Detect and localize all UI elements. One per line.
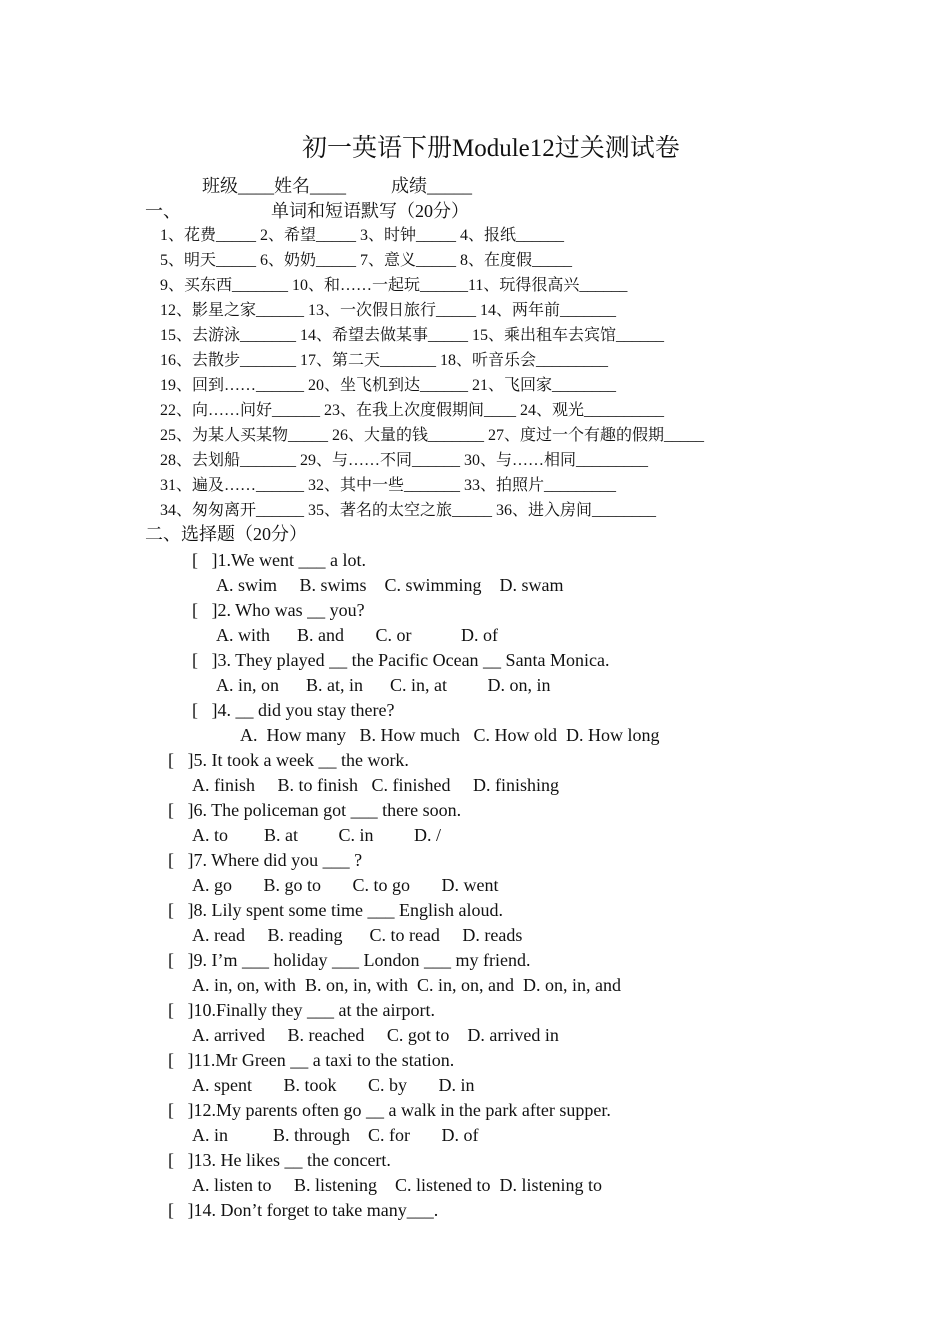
question-stem: [ ]13. He likes __ the concert. bbox=[168, 1150, 391, 1170]
question-stem: [ ]9. I’m ___ holiday ___ London ___ my friend. bbox=[168, 950, 531, 970]
student-info-line: 班级____姓名____ 成绩_____ bbox=[202, 176, 472, 196]
vocab-line: 15、去游泳_______ 14、希望去做某事_____ 15、乘出租车去宾馆______ bbox=[160, 327, 665, 344]
question-stem: [ ]1.We went ___ a lot. bbox=[192, 550, 367, 570]
question-options: A. listen to B. listening C. listened to D. listening to bbox=[192, 1175, 602, 1195]
vocab-line: 16、去散步_______ 17、第二天_______ 18、听音乐会_________ bbox=[160, 352, 609, 369]
vocab-line: 25、为某人买某物_____ 26、大量的钱_______ 27、度过一个有趣的假期_____ bbox=[160, 427, 705, 444]
question-stem: [ ]7. Where did you ___ ? bbox=[168, 850, 363, 870]
question-stem: [ ]14. Don’t forget to take many___. bbox=[168, 1200, 439, 1220]
question-options: A. read B. reading C. to read D. reads bbox=[192, 925, 523, 945]
question-options: A. in B. through C. for D. of bbox=[192, 1125, 479, 1145]
vocab-line: 22、向……问好______ 23、在我上次度假期间____ 24、观光__________ bbox=[160, 402, 665, 419]
question-options: A. to B. at C. in D. / bbox=[192, 825, 442, 845]
question-options: A. arrived B. reached C. got to D. arrived in bbox=[192, 1025, 559, 1045]
question-options: A. swim B. swims C. swimming D. swam bbox=[216, 575, 564, 595]
question-stem: [ ]6. The policeman got ___ there soon. bbox=[168, 800, 462, 820]
question-stem: [ ]8. Lily spent some time ___ English aloud. bbox=[168, 900, 503, 920]
question-stem: [ ]12.My parents often go __ a walk in the park after supper. bbox=[168, 1100, 611, 1120]
question-options: A. in, on, with B. on, in, with C. in, on, and D. on, in, and bbox=[192, 975, 621, 995]
vocab-line: 9、买东西_______ 10、和……一起玩______11、玩得很高兴______ bbox=[160, 277, 628, 294]
question-stem: [ ]5. It took a week __ the work. bbox=[168, 750, 409, 770]
question-options: A. How many B. How much C. How old D. How long bbox=[240, 725, 660, 745]
question-stem: [ ]2. Who was __ you? bbox=[192, 600, 365, 620]
question-stem: [ ]4. __ did you stay there? bbox=[192, 700, 395, 720]
section-2-heading: 二、选择题（20分） bbox=[145, 524, 307, 544]
vocab-line: 28、去划船_______ 29、与……不同______ 30、与……相同_________ bbox=[160, 452, 649, 469]
section-1-heading: 一、 单词和短语默写（20分） bbox=[145, 201, 469, 221]
question-options: A. with B. and C. or D. of bbox=[216, 625, 498, 645]
question-stem: [ ]11.Mr Green __ a taxi to the station. bbox=[168, 1050, 455, 1070]
vocab-line: 19、回到……______ 20、坐飞机到达______ 21、飞回家________ bbox=[160, 377, 617, 394]
vocab-line: 5、明天_____ 6、奶奶_____ 7、意义_____ 8、在度假_____ bbox=[160, 252, 573, 269]
question-stem: [ ]3. They played __ the Pacific Ocean __ Santa Monica. bbox=[192, 650, 610, 670]
vocab-line: 34、匆匆离开______ 35、著名的太空之旅_____ 36、进入房间________ bbox=[160, 502, 657, 519]
vocab-line: 31、遍及……______ 32、其中一些_______ 33、拍照片_________ bbox=[160, 477, 617, 494]
question-options: A. go B. go to C. to go D. went bbox=[192, 875, 499, 895]
question-stem: [ ]10.Finally they ___ at the airport. bbox=[168, 1000, 435, 1020]
vocab-line: 12、影星之家______ 13、一次假日旅行_____ 14、两年前_______ bbox=[160, 302, 617, 319]
question-options: A. finish B. to finish C. finished D. finishing bbox=[192, 775, 560, 795]
question-options: A. spent B. took C. by D. in bbox=[192, 1075, 475, 1095]
question-options: A. in, on B. at, in C. in, at D. on, in bbox=[216, 675, 551, 695]
vocab-line: 1、花费_____ 2、希望_____ 3、时钟_____ 4、报纸______ bbox=[160, 227, 565, 244]
page-title: 初一英语下册Module12过关测试卷 bbox=[302, 135, 680, 162]
